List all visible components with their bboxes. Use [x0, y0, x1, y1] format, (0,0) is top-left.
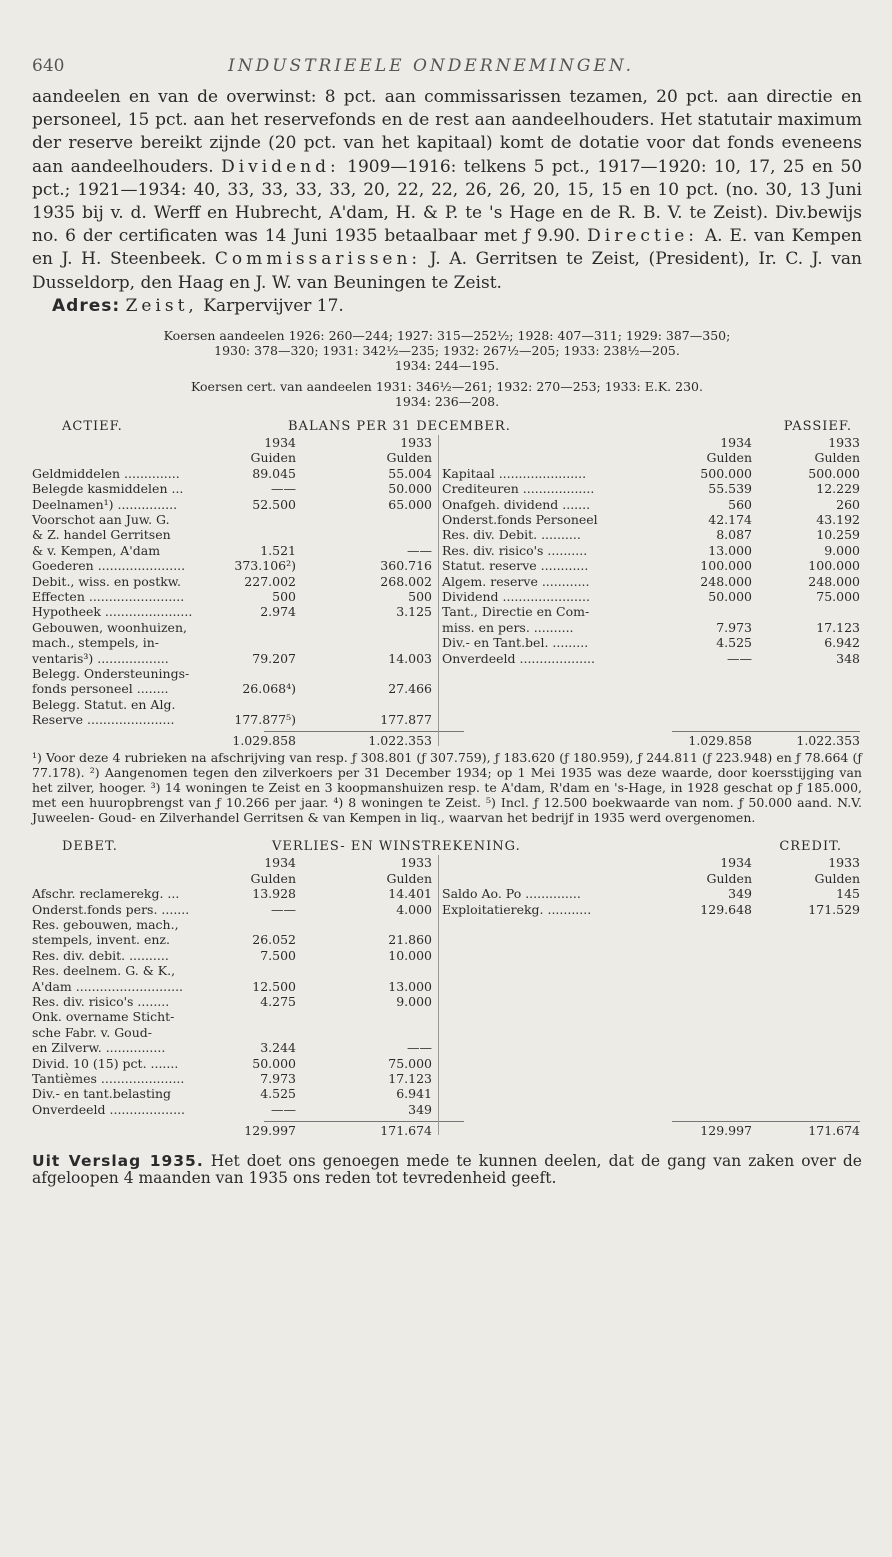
value-1934: 7.500 — [260, 947, 296, 963]
value-1934: 13.000 — [708, 542, 752, 558]
row-label: ventaris³) .................. — [32, 650, 169, 666]
wv-rows — [32, 886, 862, 1117]
row-label: & v. Kempen, A'dam — [32, 542, 161, 558]
value-1933: 260 — [836, 496, 860, 512]
value-1934: 227.002 — [244, 573, 296, 589]
row-label: Onafgeh. dividend ....... — [442, 496, 591, 512]
value-1934: 26.068⁴) — [242, 681, 296, 697]
verslag-label: Uit Verslag 1935. — [32, 1152, 204, 1171]
credit-heading: CREDIT. — [779, 839, 842, 855]
table-row — [32, 574, 862, 589]
value-1934: —— — [271, 901, 296, 917]
table-row — [32, 963, 862, 978]
value-1933: 248.000 — [808, 573, 860, 589]
table-row — [32, 712, 862, 727]
row-label: Res. div. risico's .......... — [442, 542, 588, 558]
year-row — [32, 435, 862, 450]
year-1934: 1934 — [720, 855, 752, 871]
verslag-text: Het doet ons genoegen mede te kunnen deelen, dat de gang van zaken over de afgeloopen 4 maanden van 1935 ons reden tot tevredenheid geeft. — [32, 1152, 862, 1188]
value-1933: 27.466 — [388, 681, 432, 697]
value-1934: 52.500 — [252, 496, 296, 512]
value-1933: 14.003 — [388, 650, 432, 666]
balance-headings — [32, 419, 862, 435]
passief-heading: PASSIEF. — [783, 419, 852, 435]
value-1933: 177.877 — [380, 712, 432, 728]
row-label: Onverdeeld ................... — [442, 650, 595, 666]
row-label: Algem. reserve ............ — [442, 573, 590, 589]
row-label: & Z. handel Gerritsen — [32, 527, 171, 543]
table-row — [32, 681, 862, 696]
row-label: Reserve ...................... — [32, 712, 175, 728]
row-label: Tantièmes ..................... — [32, 1070, 185, 1086]
intro-text: aandeelen en van de overwinst: 8 pct. aan commissarissen tezamen, 20 pct. aan directie en personeel, 15 pct. aan het reservefonds en de rest aan aandeelhouders. Het statutair maximum der reserve bereikt zijnde (20 pct. van het kapitaal) komt de dotatie voor dat fonds eveneens aan aandeelhouders. — [32, 87, 862, 177]
profit-loss-account — [32, 839, 862, 1139]
total-value: 1.022.353 — [796, 733, 860, 749]
value-1934: 55.539 — [708, 481, 752, 497]
table-row — [32, 1071, 862, 1086]
directie-text: A. E. van Kempen en J. H. Steenbeek. — [32, 226, 862, 270]
value-1934: 248.000 — [700, 573, 752, 589]
value-1934: 12.500 — [252, 978, 296, 994]
total-rule — [264, 1121, 464, 1122]
year-1934: 1934 — [720, 435, 752, 451]
row-label: Hypotheek ...................... — [32, 604, 193, 620]
value-1933: 3.125 — [396, 604, 432, 620]
value-1934: 3.244 — [260, 1040, 296, 1056]
value-1933: 348 — [836, 650, 860, 666]
value-1933: 65.000 — [388, 496, 432, 512]
value-1934: 4.525 — [260, 1086, 296, 1102]
row-label: miss. en pers. .......... — [442, 619, 574, 635]
table-row — [32, 1025, 862, 1040]
unit-label: Gulden — [706, 450, 752, 466]
value-1934: 7.973 — [716, 619, 752, 635]
value-1934: 4.525 — [716, 635, 752, 651]
value-1933: 12.229 — [816, 481, 860, 497]
total-value: 129.997 — [700, 1123, 752, 1139]
total-value: 1.029.858 — [232, 733, 296, 749]
table-row — [32, 466, 862, 481]
value-1933: 14.401 — [388, 886, 432, 902]
year-1933: 1933 — [828, 855, 860, 871]
koersen-line: 1930: 378—320; 1931: 342½—235; 1932: 267½—205; 1933: 238½—205. — [214, 343, 680, 359]
wv-headings — [32, 839, 862, 855]
value-1933: 10.259 — [816, 527, 860, 543]
value-1933: 13.000 — [388, 978, 432, 994]
row-label: sche Fabr. v. Goud- — [32, 1024, 152, 1040]
value-1933: 360.716 — [380, 558, 432, 574]
row-label: Exploitatierekg. ........... — [442, 901, 592, 917]
row-label: Tant., Directie en Com- — [442, 604, 590, 620]
value-1933: 75.000 — [388, 1055, 432, 1071]
value-1933: 171.529 — [808, 901, 860, 917]
wv-title: VERLIES- EN WINSTREKENING. — [272, 839, 521, 855]
total-rule — [264, 731, 464, 732]
total-rule — [672, 1121, 860, 1122]
row-label: A'dam ........................... — [32, 978, 184, 994]
value-1934: 177.877⁵) — [234, 712, 296, 728]
row-label: Gebouwen, woonhuizen, — [32, 619, 187, 635]
table-row — [32, 886, 862, 901]
total-value: 171.674 — [380, 1123, 432, 1139]
value-1933: 145 — [836, 886, 860, 902]
koersen-line: 1934: 236—208. — [394, 394, 500, 410]
row-label: Onverdeeld ................... — [32, 1101, 185, 1117]
running-title: INDUSTRIEELE ONDERNEMINGEN. — [228, 56, 635, 76]
commissarissen-text: J. A. Gerritsen te Zeist, (President), Ir. C. J. van Dusseldorp, den Haag en J. W. van Beuningen te Zeist. — [32, 249, 863, 293]
company-description — [32, 86, 862, 295]
value-1934: 42.174 — [708, 511, 752, 527]
row-label: Belegg. Ondersteunings- — [32, 665, 190, 681]
value-1933: 55.004 — [388, 465, 432, 481]
table-row — [32, 512, 862, 527]
value-1934: 373.106²) — [234, 558, 296, 574]
unit-label: Gulden — [814, 870, 860, 886]
footnotes: ¹) Voor deze 4 rubrieken na afschrijving van resp. ƒ 308.801 (ƒ 307.759), ƒ 183.620 (ƒ 180.959), ƒ 244.811 (ƒ 223.948) en ƒ 78.664 (ƒ 77.178). ²) Aangenomen tegen den zilverkoers per 31 December 1934; op 1 Mei 1935 was deze waarde, door koersstijging van het zilver, hooger. ³) 14 woningen te Zeist en 3 koopmanshuizen resp. te A'dam, R'dam en 's-Hage, in 1928 geschat op ƒ 185.000, met een huuropbrengst van ƒ 10.266 per jaar. ⁴) 8 woningen te Zeist. ⁵) Incl. ƒ 12.500 boekwaarde van nom. ƒ 50.000 aand. N.V. Juweelen- Goud- en Zilverhandel Gerritsen & van Kempen in liq., waarvan het bedrijf in 1935 werd overgenomen. — [32, 750, 862, 825]
table-row — [32, 651, 862, 666]
value-1933: 100.000 — [808, 558, 860, 574]
value-1933: 4.000 — [396, 901, 432, 917]
table-row — [32, 994, 862, 1009]
value-1933: —— — [407, 1040, 432, 1056]
address-line — [32, 295, 862, 318]
table-row — [32, 932, 862, 947]
value-1934: 50.000 — [252, 1055, 296, 1071]
row-label: Saldo Ao. Po .............. — [442, 886, 581, 902]
row-label: Deelnamen¹) ............... — [32, 496, 178, 512]
value-1934: —— — [271, 481, 296, 497]
koersen-line: Koersen aandeelen 1926: 260—244; 1927: 315—252½; 1928: 407—311; 1929: 387—350; — [163, 328, 731, 344]
unit-label: Gulden — [814, 450, 860, 466]
value-1933: 17.123 — [388, 1070, 432, 1086]
table-row — [32, 497, 862, 512]
table-row — [32, 948, 862, 963]
row-label: Geldmiddelen .............. — [32, 465, 180, 481]
koersen-line: Koersen cert. van aandeelen 1931: 346½—261; 1932: 270—253; 1933: E.K. 230. — [191, 379, 703, 395]
value-1933: 6.941 — [396, 1086, 432, 1102]
value-1934: 7.973 — [260, 1070, 296, 1086]
value-1934: 8.087 — [716, 527, 752, 543]
year-1934: 1934 — [264, 435, 296, 451]
row-label: Afschr. reclamerekg. ... — [32, 886, 180, 902]
row-label: Onderst.fonds pers. ....... — [32, 901, 190, 917]
value-1934: —— — [727, 650, 752, 666]
value-1934: 2.974 — [260, 604, 296, 620]
value-1934: 79.207 — [252, 650, 296, 666]
adres-street: Karpervijver 17. — [203, 295, 344, 316]
table-row — [32, 620, 862, 635]
table-row — [32, 979, 862, 994]
value-1933: 9.000 — [824, 542, 860, 558]
actief-heading: ACTIEF. — [62, 419, 123, 435]
column-divider — [438, 435, 439, 746]
row-label: Dividend ...................... — [442, 588, 590, 604]
page — [32, 50, 862, 1187]
koersen-block — [32, 328, 862, 409]
debet-heading: DEBET. — [62, 839, 118, 855]
table-row — [32, 558, 862, 573]
value-1934: 100.000 — [700, 558, 752, 574]
table-row — [32, 1009, 862, 1024]
table-row — [32, 1040, 862, 1055]
row-label: Onderst.fonds Personeel — [442, 511, 598, 527]
balance-rows — [32, 466, 862, 728]
dividend-label: Dividend: — [221, 156, 340, 177]
adres-place: Zeist, — [125, 295, 198, 316]
row-label: Res. div. risico's ........ — [32, 993, 170, 1009]
total-value: 129.997 — [244, 1123, 296, 1139]
value-1934: 500.000 — [700, 465, 752, 481]
adres-label: Adres: — [52, 295, 121, 316]
value-1934: —— — [271, 1101, 296, 1117]
value-1934: 13.928 — [252, 886, 296, 902]
value-1934: 26.052 — [252, 932, 296, 948]
table-row — [32, 481, 862, 496]
value-1933: 6.942 — [824, 635, 860, 651]
total-value: 171.674 — [808, 1123, 860, 1139]
table-row — [32, 635, 862, 650]
unit-row — [32, 450, 862, 465]
table-row — [32, 666, 862, 681]
unit-label: Guiden — [250, 450, 296, 466]
total-rule — [672, 731, 860, 732]
year-1933: 1933 — [400, 435, 432, 451]
value-1933: 10.000 — [388, 947, 432, 963]
unit-label: Gulden — [386, 450, 432, 466]
row-label: Kapitaal ...................... — [442, 465, 587, 481]
row-label: Div.- en Tant.bel. ......... — [442, 635, 589, 651]
value-1934: 560 — [728, 496, 752, 512]
row-label: Voorschot aan Juw. G. — [32, 511, 170, 527]
value-1933: 43.192 — [816, 511, 860, 527]
table-row — [32, 527, 862, 542]
value-1933: 75.000 — [816, 588, 860, 604]
table-row — [32, 1056, 862, 1071]
total-value: 1.022.353 — [368, 733, 432, 749]
page-number: 640 — [32, 56, 65, 76]
row-label: Res. div. Debit. .......... — [442, 527, 581, 543]
year-1934: 1934 — [264, 855, 296, 871]
value-1933: 349 — [408, 1101, 432, 1117]
row-label: Belegde kasmiddelen ... — [32, 481, 184, 497]
value-1933: 500.000 — [808, 465, 860, 481]
unit-label: Gulden — [250, 870, 296, 886]
directie-label: Directie: — [587, 226, 699, 247]
row-label: Res. gebouwen, mach., — [32, 917, 179, 932]
row-label: mach., stempels, in- — [32, 635, 159, 651]
unit-label: Gulden — [706, 870, 752, 886]
value-1933: 9.000 — [396, 993, 432, 1009]
row-label: Effecten ........................ — [32, 588, 185, 604]
value-1933: 17.123 — [816, 619, 860, 635]
unit-label: Gulden — [386, 870, 432, 886]
row-label: Res. deelnem. G. & K., — [32, 963, 176, 979]
row-label: Res. div. debit. .......... — [32, 947, 169, 963]
total-value: 1.029.858 — [688, 733, 752, 749]
year-1933: 1933 — [400, 855, 432, 871]
value-1934: 349 — [728, 886, 752, 902]
balance-title: BALANS PER 31 DECEMBER. — [288, 419, 511, 435]
commissarissen-label: Commissarissen: — [214, 249, 422, 270]
year-row — [32, 855, 862, 870]
row-label: fonds personeel ........ — [32, 681, 169, 697]
value-1934: 50.000 — [708, 588, 752, 604]
value-1933: 50.000 — [388, 481, 432, 497]
row-label: Div.- en tant.belasting — [32, 1086, 172, 1102]
verslag-paragraph — [32, 1153, 862, 1187]
balance-totals — [32, 727, 862, 749]
value-1933: —— — [407, 542, 432, 558]
row-label: Crediteuren .................. — [442, 481, 595, 497]
value-1934: 89.045 — [252, 465, 296, 481]
running-header — [32, 50, 862, 86]
value-1934: 129.648 — [700, 901, 752, 917]
table-row — [32, 902, 862, 917]
wv-totals — [32, 1117, 862, 1139]
value-1934: 500 — [272, 588, 296, 604]
row-label: Onk. overname Sticht- — [32, 1009, 175, 1025]
column-divider — [438, 855, 439, 1135]
row-label: en Zilverw. ............... — [32, 1040, 166, 1056]
table-row — [32, 589, 862, 604]
value-1934: 4.275 — [260, 993, 296, 1009]
table-row — [32, 543, 862, 558]
table-row — [32, 1102, 862, 1117]
table-row — [32, 1086, 862, 1101]
year-1933: 1933 — [828, 435, 860, 451]
value-1933: 500 — [408, 588, 432, 604]
koersen-line: 1934: 244—195. — [394, 358, 500, 374]
table-row — [32, 917, 862, 932]
unit-row — [32, 871, 862, 886]
row-label: Divid. 10 (15) pct. ....... — [32, 1055, 179, 1071]
balance-sheet — [32, 419, 862, 749]
dividend-text: 1909—1916: telkens 5 pct., 1917—1920: 10, 17, 25 en 50 pct.; 1921—1934: 40, 33, 33, 33, 33, 20, 22, 22, 26, 26, 20, 15, 15 en 10 pct. (no. 30, 13 Juni 1935 bij v. d. Werff en Hubrecht, A'dam, H. & P. te 's Hage en de R. B. V. te Zeist). Div.bewijs no. 6 der certificaten was 14 Juni 1935 betaalbaar met ƒ 9.90. — [32, 156, 863, 247]
value-1933: 268.002 — [380, 573, 432, 589]
table-row — [32, 604, 862, 619]
row-label: Debit., wiss. en postkw. — [32, 573, 181, 589]
value-1934: 1.521 — [260, 542, 296, 558]
row-label: Belegg. Statut. en Alg. — [32, 696, 176, 712]
row-label: Statut. reserve ............ — [442, 558, 589, 574]
row-label: stempels, invent. enz. — [32, 932, 170, 948]
row-label: Goederen ...................... — [32, 558, 186, 574]
table-row — [32, 697, 862, 712]
value-1933: 21.860 — [388, 932, 432, 948]
